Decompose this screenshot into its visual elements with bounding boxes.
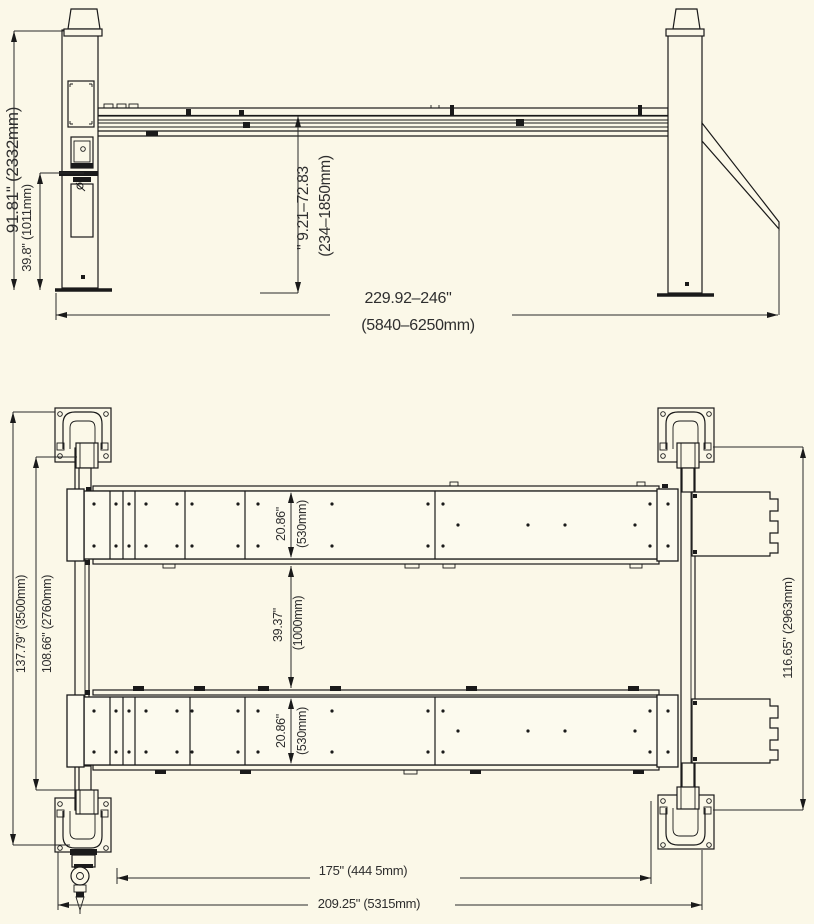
plan-view <box>10 408 806 914</box>
runway-gap-mm-label: (1000mm) <box>291 595 305 651</box>
power-unit-plan <box>70 849 97 914</box>
runway-gap-in-label: 39.37" <box>271 608 285 642</box>
power-unit-height-label: 39.8" (1011mm) <box>19 184 34 272</box>
inner-width-label: 108.66" (2760mm) <box>40 574 54 674</box>
lifting-range-mm-label: (234–1850mm) <box>317 155 334 257</box>
overall-length-in-label: 229.92–246" <box>364 290 452 307</box>
runway-width-mm-label-top: (530mm) <box>295 500 309 548</box>
overall-height-label: 91.81" (2332mm) <box>3 106 22 234</box>
side-view <box>3 9 779 334</box>
runway-width-mm-label-bottom: (530mm) <box>295 707 309 755</box>
ramp-top-plan <box>692 492 778 556</box>
runway-width-in-label-bottom: 20.86" <box>274 714 288 748</box>
right-post <box>657 9 714 295</box>
overall-length-mm-label: (5840–6250mm) <box>361 317 475 334</box>
post-spacing-length-label: 116.65" (2963mm) <box>780 577 795 679</box>
side-view-dimensions <box>3 31 778 334</box>
runway-bottom-plan <box>67 686 678 774</box>
lifting-range-in-label: " 9.21–72.83 <box>295 166 312 250</box>
ramp-side <box>702 123 779 315</box>
left-post <box>55 9 112 290</box>
runway-top-plan <box>67 482 678 568</box>
ramp-bottom-plan <box>692 699 778 763</box>
crossbeam-spacing-label: 175" (444 5mm) <box>318 863 408 878</box>
overall-width-label: 137.79" (3500mm) <box>14 574 28 674</box>
runway-width-in-label-top: 20.86" <box>274 507 288 541</box>
overall-length-plan-label: 209.25" (5315mm) <box>317 896 421 911</box>
runway-side-rails <box>98 104 702 136</box>
